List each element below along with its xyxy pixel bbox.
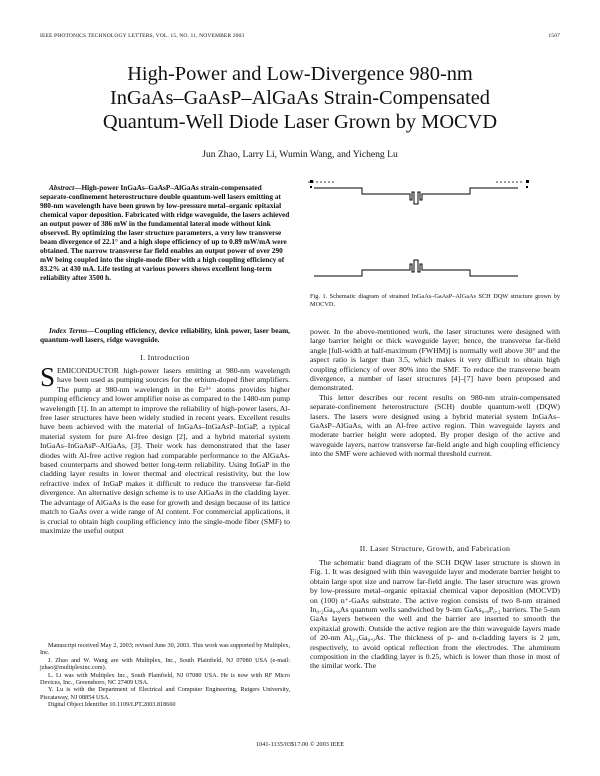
right-column-body	[310, 327, 560, 459]
figure-caption: Fig. 1. Schematic diagram of strained InGaAs–GaAsP–AlGaAs SCH DQW structure grown by MOCVD.	[310, 293, 560, 308]
abstract-text: High-power InGaAs–GaAsP–AlGaAs strain-compensated separate-confinement heterostructure double quantum-well lasers emitting at 980-nm wavelength have been grown by low-pressure metal–organic epitaxial chemical vapor deposition. Fabricated with ridge waveguide, the lasers achieved an output power of 386 mW in the fundamental lateral mode without kink observed. By optimizing the laser structure parameters, a very low transverse beam divergence of 22.1° and a high slope efficiency of up to 0.89 mW/mA were obtained. The narrow transverse far field enables an output power of over 290 mW being coupled into the single-mode fiber with a high coupling efficiency of 83.2% at 430 mA. Life testing at various powers shows excellent long-term reliability after 3500 h.	[40, 183, 290, 282]
figure-marker	[310, 180, 313, 183]
introduction-paragraph	[40, 362, 290, 535]
index-terms-text: Coupling efficiency, device reliability, kink power, laser beam, quantum-well lasers, ridge waveguide.	[40, 326, 290, 344]
copyright-footer: 1041-1135/03$17.00 © 2003 IEEE	[255, 741, 345, 748]
footnote-received: Manuscript received May 2, 2003; revised June 30, 2003. This work was supported by Multiplex, Inc.	[40, 642, 290, 657]
figure-marker	[526, 180, 529, 183]
page-number: 1507	[548, 33, 560, 39]
running-header	[40, 33, 560, 43]
footnote-doi: Digital Object Identifier 10.1109/LPT.2003.818660	[48, 701, 176, 709]
laser-structure-paragraph: The schematic band diagram of the SCH DQW laser structure is shown in Fig. 1. It was designed with thin waveguide layer and moderate barrier height to obtain large spot size and narrow far-field angle. The laser structure was grown by low-pressure metal–organic epitaxial chemical vapor deposition (MOCVD) on (100) n⁺-GaAs substrate. The active region consists of two 8-nm strained In₀.₂Ga₀.₈As quantum wells sandwiched by 9-nm GaAs₀.₈P₀.₂ barriers. The 5-nm GaAs layers between the well and the barrier are inserted to smooth the expitaxial growth. Outside the active region are the thin waveguide layers made of 20-nm Al₀.₁Ga₀.₉As. The thickness of p- and n-cladding layers is 2 µm, respectively, to avoid optical reflection from the electrodes. The aluminum composition in the cladding layer is 0.25, which is lower than those in most of the similar work. The	[310, 558, 560, 671]
figure-marker	[526, 186, 528, 188]
abstract	[40, 183, 290, 282]
title-line-3: Quantum-Well Diode Laser Grown by MOCVD	[102, 111, 498, 133]
figure-marker	[310, 186, 312, 188]
section-heading-introduction: I. Introduction	[140, 353, 190, 362]
author-list: Jun Zhao, Larry Li, Wumin Wang, and Yicheng Lu	[202, 149, 398, 160]
journal-header: IEEE PHOTONICS TECHNOLOGY LETTERS, VOL. 15, NO. 11, NOVEMBER 2003	[40, 33, 245, 39]
title-line-2: InGaAs–GaAsP–AlGaAs Strain-Compensated	[109, 87, 490, 109]
index-terms-paragraph	[40, 326, 290, 344]
footnote-lu: Y. Lu is with the Department of Electrical and Computer Engineering, Rutgers University, Piscataway, NJ 08854 USA.	[40, 686, 290, 701]
section-heading-laser-structure: II. Laser Structure, Growth, and Fabrication	[359, 544, 511, 553]
introduction-body	[40, 362, 290, 535]
valence-band-line	[314, 260, 518, 276]
footnote-zhao-wang: J. Zhao and W. Wang are with Multiplex, Inc., South Plainfield, NJ 07080 USA (e-mail: jzhao@multiplexinc.com).	[40, 656, 290, 672]
index-terms	[40, 326, 290, 344]
conduction-band-line	[314, 188, 518, 204]
title-line-1: High-Power and Low-Divergence 980-nm	[127, 63, 473, 85]
right-paragraph-2: This letter describes our recent results on 980-nm strain-compensated separate-confinement heterostructure (SCH) double quantum-well (DQW) lasers. The lasers were designed using a hybrid material system InGaAs–GaAsP–AlGaAs, with an Al-free active region. Thin waveguide layers and moderate barrier height were adopted. By proper design of the active and waveguide layers, narrow transverse far-field angle and high coupling efficiency into the SMF were achieved with normal threshold current.	[310, 392, 560, 459]
abstract-lead: Abstract—	[49, 183, 82, 192]
index-terms-lead: Index Terms—	[49, 326, 95, 335]
band-diagram-figure	[300, 176, 560, 292]
abstract-paragraph	[40, 183, 290, 282]
drop-cap: S	[40, 362, 56, 392]
footnote-li: L. Li was with Multiplex Inc., South Plainfield, NJ 07080 USA. He is now with RF Micro Devices, Inc., Greensboro, NC 27409 USA.	[40, 671, 290, 687]
laser-structure-body	[310, 558, 560, 671]
paper-title	[40, 62, 560, 134]
introduction-text: EMICONDUCTOR high-power lasers emitting at 980-nm wavelength have been used as pumping sources for the erbium-doped fiber amplifiers. The pump at 980-nm wavelength in the Er³⁺ atoms provides higher pumping efficiency and lower amplifier noise as compared to the 1480-nm pump wavelength [1]. In an attempt to improve the reliability of high-power lasers, Al-free laser structures have been widely studied in recent years. Excellent results have been achieved with the material of InGaAs–InGaAsP–InGaP, a typical material system for pure Al-free design [2], and a hybrid material system InGaAs–InGaAsP–AlGaAs, [3]. Their work has demonstrated that the laser diodes with Al-free active region had comparable performance to the AlGaAs-based counterparts and showed better long-term reliability. Using InGaP in the cladding layer results in lower thermal and electrical resistivity, but the low refractive index of InGaP makes it difficult to reduce the transverse far-field divergence. An alternative design scheme is to use AlGaAs in the cladding layer. The advantage of AlGaAs is the ease for growth and design because of its lattice match to GaAs over a wide range of Al content. For commercial applications, it is crucial to obtain high coupling efficiency into the single-mode fiber (SMF) to maximize the useful output	[40, 366, 290, 535]
right-paragraph-1: power. In the above-mentioned work, the laser structures were designed with large barrier height or thick waveguide layer; hence, the transverse far-field angle [full-width at half-maximum (FWHM)] is normally well above 30° and the aspect ratio is larger than 3.5, which makes it very difficult to obtain high coupling efficiency of over 80% into the SMF. To reduce the transverse beam divergence, a number of laser structures [4]–[7] have been proposed and demonstrated.	[310, 327, 560, 393]
footnotes	[40, 642, 290, 709]
